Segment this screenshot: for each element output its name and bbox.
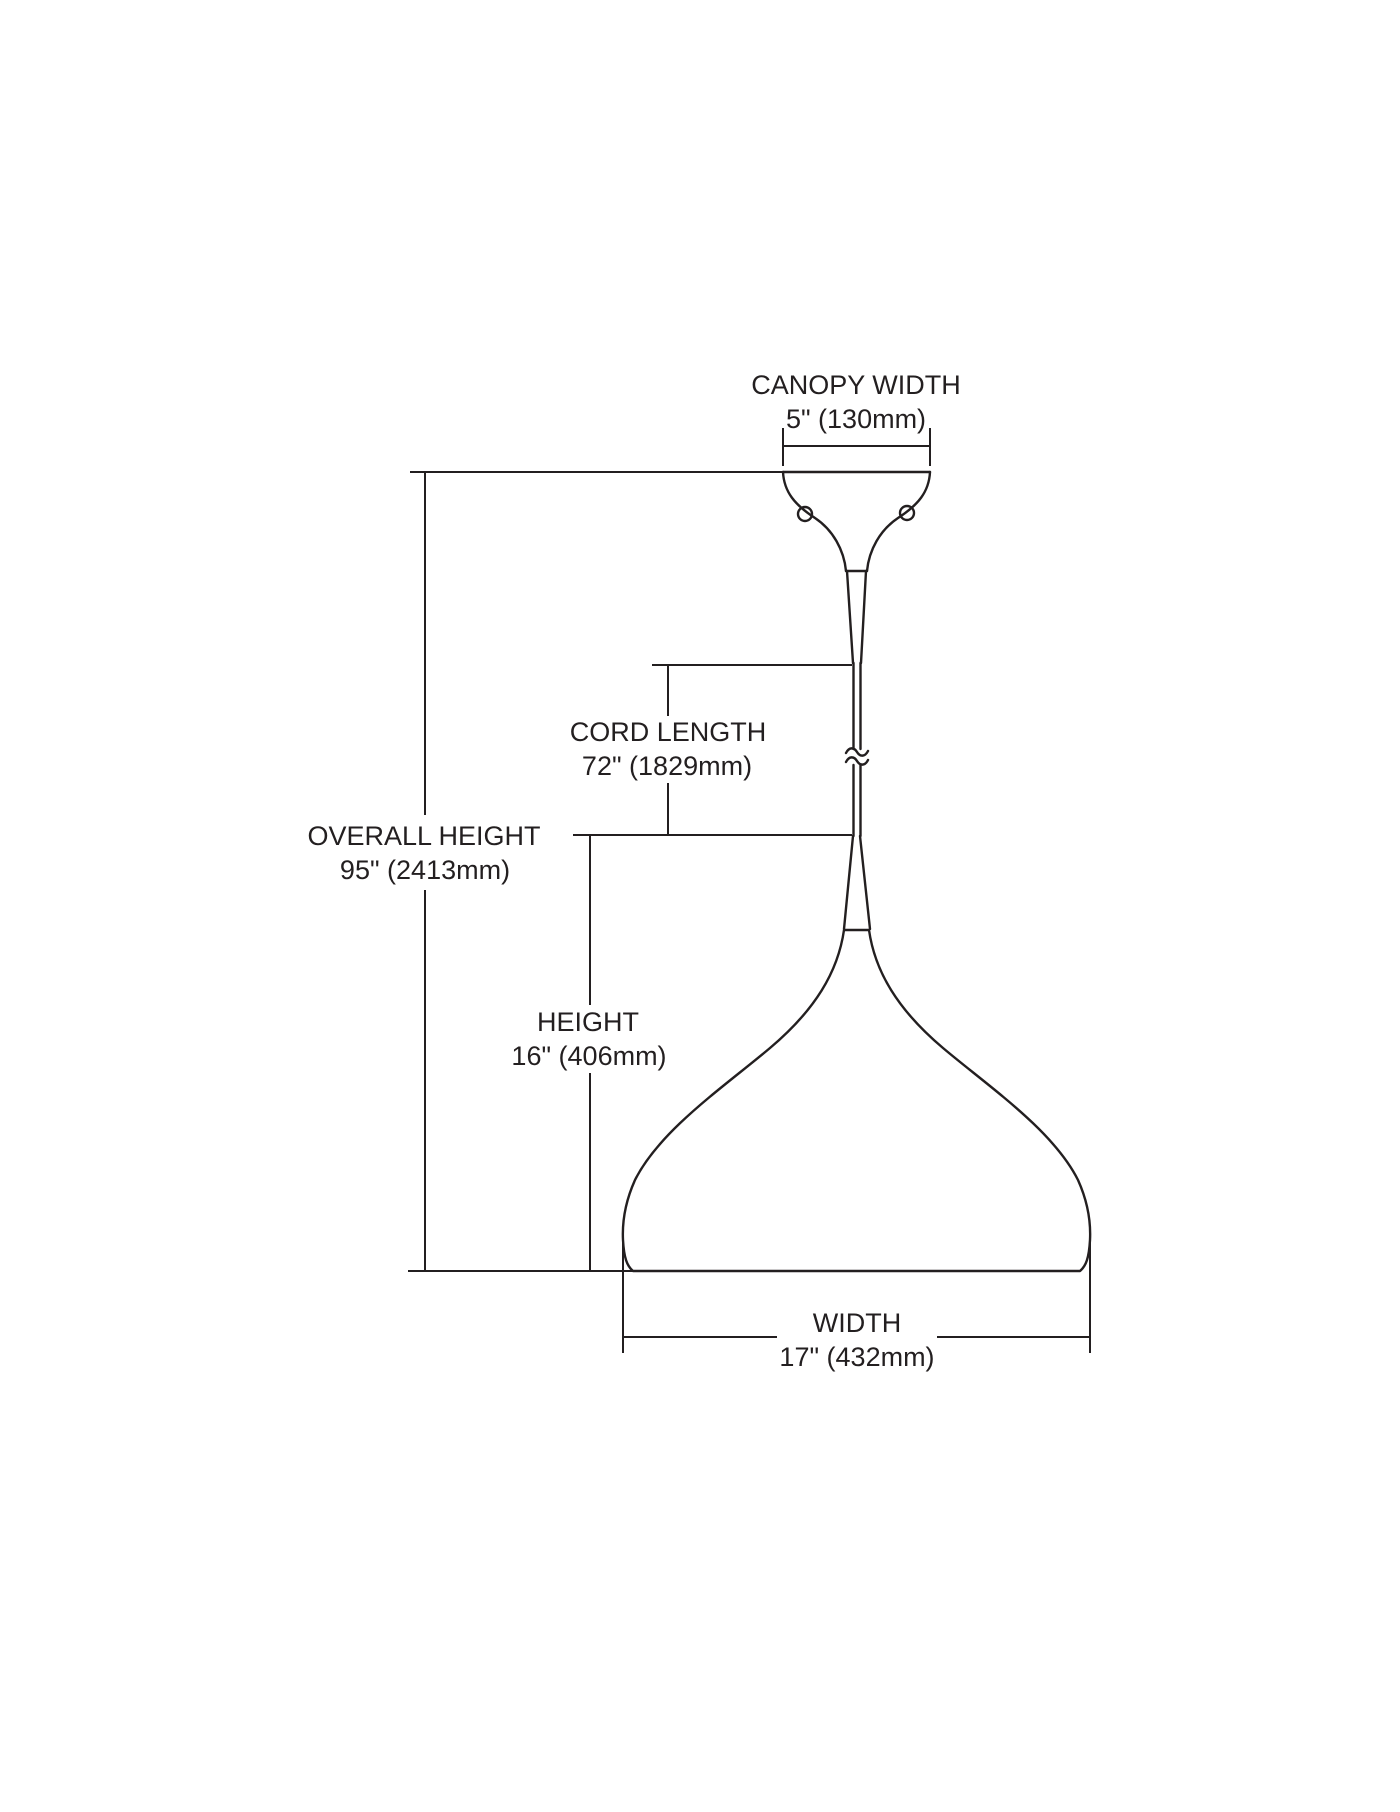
cord-break-icon (846, 748, 868, 764)
height-label: HEIGHT (536, 1007, 640, 1037)
cord-length-value: 72" (1829mm) (581, 751, 753, 781)
pendant-fixture (623, 472, 1090, 1271)
canopy-left-profile (783, 472, 846, 571)
height-value: 16" (406mm) (511, 1041, 667, 1071)
dimension-canopy-width (751, 370, 961, 466)
overall-height-label: OVERALL HEIGHT (307, 821, 541, 851)
cord-lower-segment (854, 765, 861, 836)
shade-body (623, 930, 1090, 1271)
cord-length-label: CORD LENGTH (569, 717, 767, 747)
width-label: WIDTH (812, 1308, 902, 1338)
overall-height-value: 95" (2413mm) (339, 855, 511, 885)
width-value: 17" (432mm) (779, 1342, 935, 1372)
dimension-width (623, 1232, 1090, 1372)
stem-left-edge (847, 571, 853, 663)
stem-right-edge (861, 571, 866, 663)
shade-stem-left-edge (844, 836, 853, 929)
canopy-right-profile (867, 472, 930, 571)
dimension-height (511, 835, 666, 1271)
dimension-cord-length (570, 665, 852, 835)
shade-stem-right-edge (860, 836, 870, 929)
canopy-width-value: 5" (130mm) (785, 404, 927, 434)
canopy-width-label: CANOPY WIDTH (751, 370, 961, 400)
dimension-overall-height (307, 472, 783, 1271)
cord-upper-segment (854, 663, 861, 749)
